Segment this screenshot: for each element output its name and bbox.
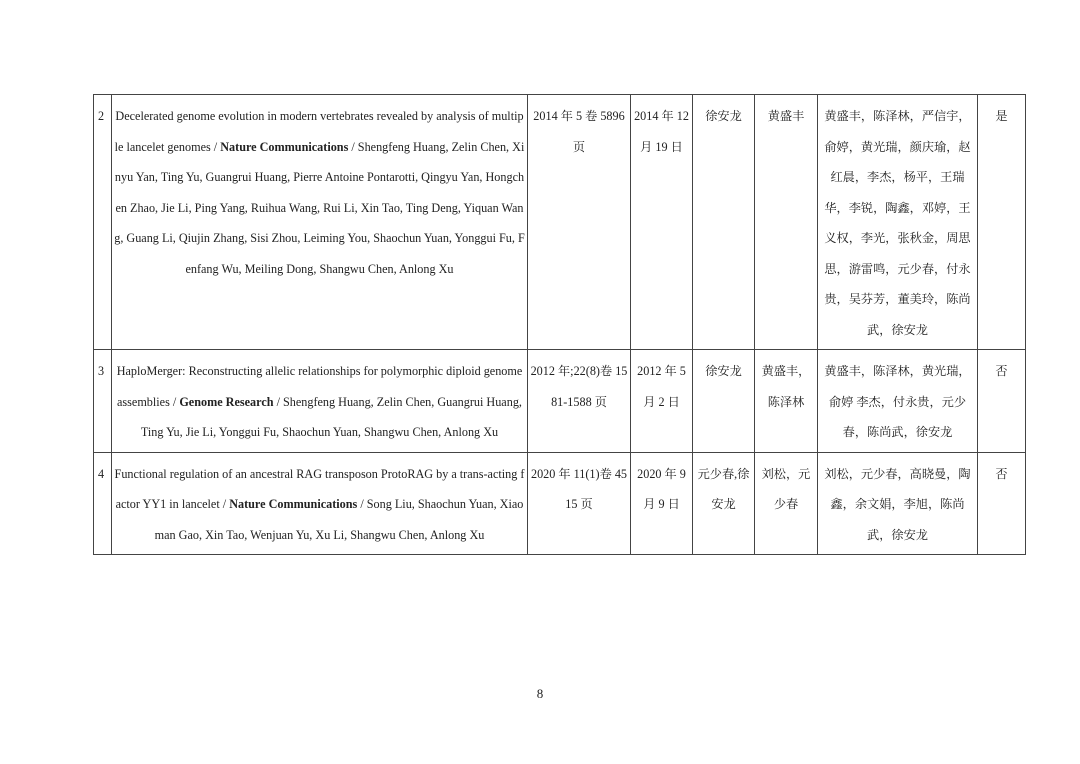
flag-cell: 否 — [978, 452, 1026, 555]
corresponding-author: 徐安龙 — [693, 95, 755, 350]
volume-pages: 2020 年 11(1)卷 4515 页 — [528, 452, 631, 555]
table-row — [94, 95, 1026, 350]
first-author: 黄盛丰，陈泽林 — [755, 350, 818, 453]
corresponding-author: 元少春,徐安龙 — [693, 452, 755, 555]
publication-table — [93, 94, 1026, 555]
volume-pages: 2012 年;22(8)卷 1581-1588 页 — [528, 350, 631, 453]
row-number: 3 — [94, 350, 112, 453]
author-list: / Song Liu, Shaochun Yuan, Xiaoman Gao, Xin Tao, Wenjuan Yu, Xu Li, Shangwu Chen, Anlong Xu — [154, 497, 524, 542]
table-row — [94, 350, 1026, 453]
all-authors: 刘松，元少春，高晓曼，陶鑫，余文娟，李旭，陈尚武，徐安龙 — [818, 452, 978, 555]
paper-title: Decelerated genome evolution in modern vertebrates revealed by analysis of multiple lancelet genomes / — [114, 109, 524, 154]
journal-name: Nature Communications — [220, 139, 349, 154]
publish-date: 2020 年 9 月 9 日 — [631, 452, 693, 555]
table-row — [94, 452, 1026, 555]
paper-title: Functional regulation of an ancestral RAG transposon ProtoRAG by a trans-acting factor YY1 in lancelet / — [114, 466, 525, 511]
flag-cell: 否 — [978, 350, 1026, 453]
flag-cell: 是 — [978, 95, 1026, 350]
all-authors: 黄盛丰，陈泽林，严信宇，俞婷，黄光瑞，颜庆瑜，赵红晨，李杰，杨平，王瑞华，李锐，陶鑫，邓婷，王义权，李光，张秋金，周思思，游雷鸣，元少春，付永贵，吴芬芳，董美玲，陈尚武，徐安龙 — [818, 95, 978, 350]
row-number: 4 — [94, 452, 112, 555]
paper-title-cell — [112, 350, 528, 453]
corresponding-author: 徐安龙 — [693, 350, 755, 453]
publish-date: 2012 年 5 月 2 日 — [631, 350, 693, 453]
all-authors: 黄盛丰，陈泽林，黄光瑞，俞婷 李杰，付永贵，元少春，陈尚武，徐安龙 — [818, 350, 978, 453]
paper-title-cell — [112, 95, 528, 350]
first-author: 黄盛丰 — [755, 95, 818, 350]
author-list: / Shengfeng Huang, Zelin Chen, Guangrui Huang, Ting Yu, Jie Li, Yonggui Fu, Shaochun Yuan, Shangwu Chen, Anlong Xu — [140, 394, 522, 439]
first-author: 刘松，元少春 — [755, 452, 818, 555]
volume-pages: 2014 年 5 卷 5896 页 — [528, 95, 631, 350]
page-number: 8 — [536, 686, 544, 701]
author-list: / Shengfeng Huang, Zelin Chen, Xinyu Yan, Ting Yu, Guangrui Huang, Pierre Antoine Pontarotti, Qingyu Yan, Hongchen Zhao, Jie Li, Ping Yang, Ruihua Wang, Rui Li, Xin Tao, Ting Deng, Yiquan Wang, Guang Li, Qiujin Zhang, Sisi Zhou, Leiming You, Shaochun Yuan, Yonggui Fu, Fenfang Wu, Meiling Dong, Shangwu Chen, Anlong Xu — [114, 139, 525, 276]
paper-title: HaploMerger: Reconstructing allelic relationships for polymorphic diploid genome assemblies / — [116, 364, 523, 409]
journal-name: Genome Research — [179, 394, 274, 409]
row-number: 2 — [94, 95, 112, 350]
paper-title-cell — [112, 452, 528, 555]
journal-name: Nature Communications — [229, 497, 358, 511]
publish-date: 2014 年 12 月 19 日 — [631, 95, 693, 350]
